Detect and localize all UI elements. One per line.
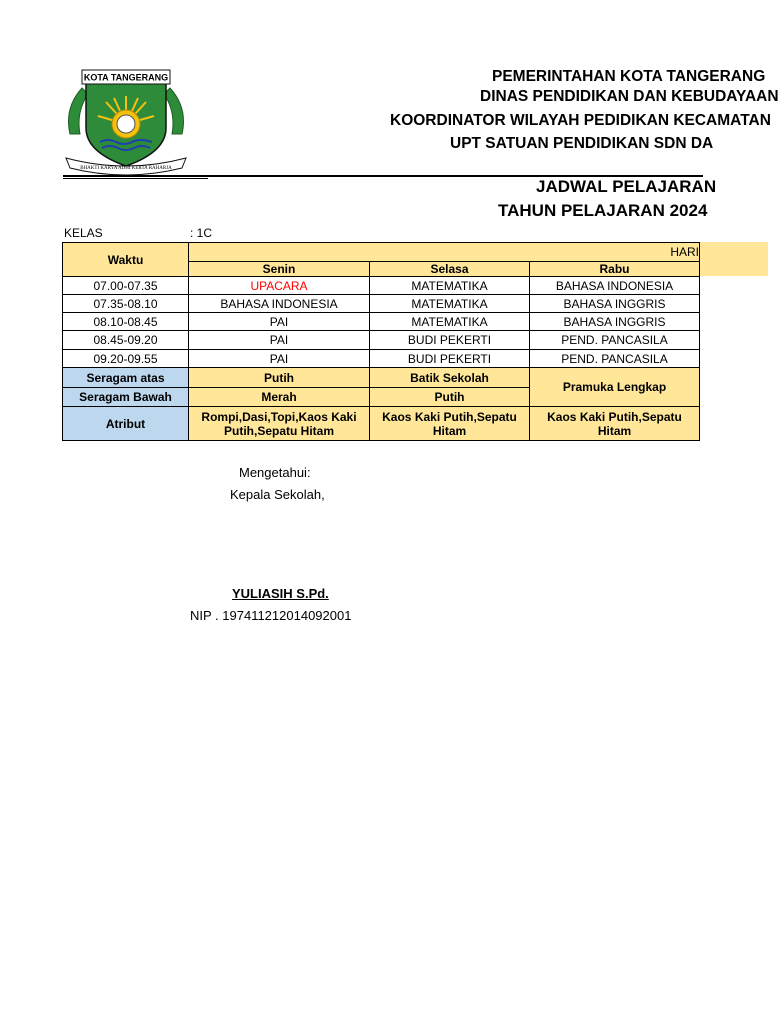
seragam-atas-label: Seragam atas bbox=[63, 368, 189, 388]
kota-tangerang-logo bbox=[62, 68, 190, 176]
seragam-bawah-label: Seragam Bawah bbox=[63, 388, 189, 407]
header-line-4: UPT SATUAN PENDIDIKAN SDN DA bbox=[450, 135, 714, 152]
subject-cell: BAHASA INGGRIS bbox=[530, 313, 700, 331]
atribut-senin: Rompi,Dasi,Topi,Kaos Kaki Putih,Sepatu Hitam bbox=[189, 407, 370, 441]
signature-name: YULIASIH S.Pd. bbox=[232, 586, 329, 601]
logo-banner-text: KOTA TANGERANG bbox=[83, 72, 169, 83]
seragam-bawah-senin: Merah bbox=[189, 388, 370, 407]
day-header-senin: Senin bbox=[189, 262, 370, 277]
subject-cell: BAHASA INDONESIA bbox=[530, 277, 700, 295]
time-cell: 09.20-09.55 bbox=[63, 350, 189, 368]
day-header-rabu: Rabu bbox=[530, 262, 700, 277]
time-cell: 07.35-08.10 bbox=[63, 295, 189, 313]
table-row bbox=[63, 350, 700, 368]
header-line-2: DINAS PENDIDIKAN DAN KEBUDAYAAN bbox=[480, 88, 779, 105]
signature-role: Kepala Sekolah, bbox=[230, 487, 325, 502]
table-row bbox=[63, 313, 700, 331]
time-cell: 08.10-08.45 bbox=[63, 313, 189, 331]
subject-cell: BUDI PEKERTI bbox=[370, 331, 530, 350]
atribut-label: Atribut bbox=[63, 407, 189, 441]
seragam-atas-senin: Putih bbox=[189, 368, 370, 388]
atribut-selasa: Kaos Kaki Putih,Sepatu Hitam bbox=[370, 407, 530, 441]
seragam-atas-row bbox=[63, 368, 700, 388]
subject-cell: PEND. PANCASILA bbox=[530, 350, 700, 368]
title-line-2: TAHUN PELAJARAN 2024 bbox=[498, 201, 708, 220]
subject-cell: PAI bbox=[189, 350, 370, 368]
kelas-value: : 1C bbox=[190, 226, 213, 240]
seragam-bawah-selasa: Putih bbox=[370, 388, 530, 407]
time-cell: 08.45-09.20 bbox=[63, 331, 189, 350]
subject-cell: BUDI PEKERTI bbox=[370, 350, 530, 368]
atribut-rabu: Kaos Kaki Putih,Sepatu Hitam bbox=[530, 407, 700, 441]
subject-cell: MATEMATIKA bbox=[370, 277, 530, 295]
signature-nip: NIP . 197411212014092001 bbox=[190, 608, 352, 623]
day-header-selasa: Selasa bbox=[370, 262, 530, 277]
subject-cell: MATEMATIKA bbox=[370, 313, 530, 331]
signature-mengetahui: Mengetahui: bbox=[239, 465, 311, 480]
hari-header-overflow bbox=[700, 242, 768, 276]
subject-cell-upacara: UPACARA bbox=[189, 277, 370, 295]
logo-motto-text: BHAKTI KARYA ADHI KERTA RAHARJA bbox=[80, 166, 172, 171]
kelas-label: KELAS bbox=[64, 226, 103, 240]
waktu-header: Waktu bbox=[63, 243, 189, 277]
subject-cell: PAI bbox=[189, 331, 370, 350]
seragam-atas-selasa: Batik Sekolah bbox=[370, 368, 530, 388]
subject-cell: BAHASA INGGRIS bbox=[530, 295, 700, 313]
title-line-1: JADWAL PELAJARAN bbox=[536, 177, 717, 196]
seragam-rabu: Pramuka Lengkap bbox=[530, 368, 700, 407]
subject-cell: BAHASA INDONESIA bbox=[189, 295, 370, 313]
hari-header: HARI bbox=[189, 243, 700, 262]
header-line-3: KOORDINATOR WILAYAH PEDIDIKAN KECAMATAN bbox=[390, 112, 771, 129]
atribut-row bbox=[63, 407, 700, 441]
subject-cell: PEND. PANCASILA bbox=[530, 331, 700, 350]
table-row bbox=[63, 331, 700, 350]
table-row bbox=[63, 277, 700, 295]
schedule-table bbox=[62, 242, 700, 441]
table-row bbox=[63, 295, 700, 313]
subject-cell: PAI bbox=[189, 313, 370, 331]
header-line-1: PEMERINTAHAN KOTA TANGERANG bbox=[492, 68, 766, 85]
subject-cell: MATEMATIKA bbox=[370, 295, 530, 313]
time-cell: 07.00-07.35 bbox=[63, 277, 189, 295]
header-rule-thin bbox=[63, 178, 208, 179]
